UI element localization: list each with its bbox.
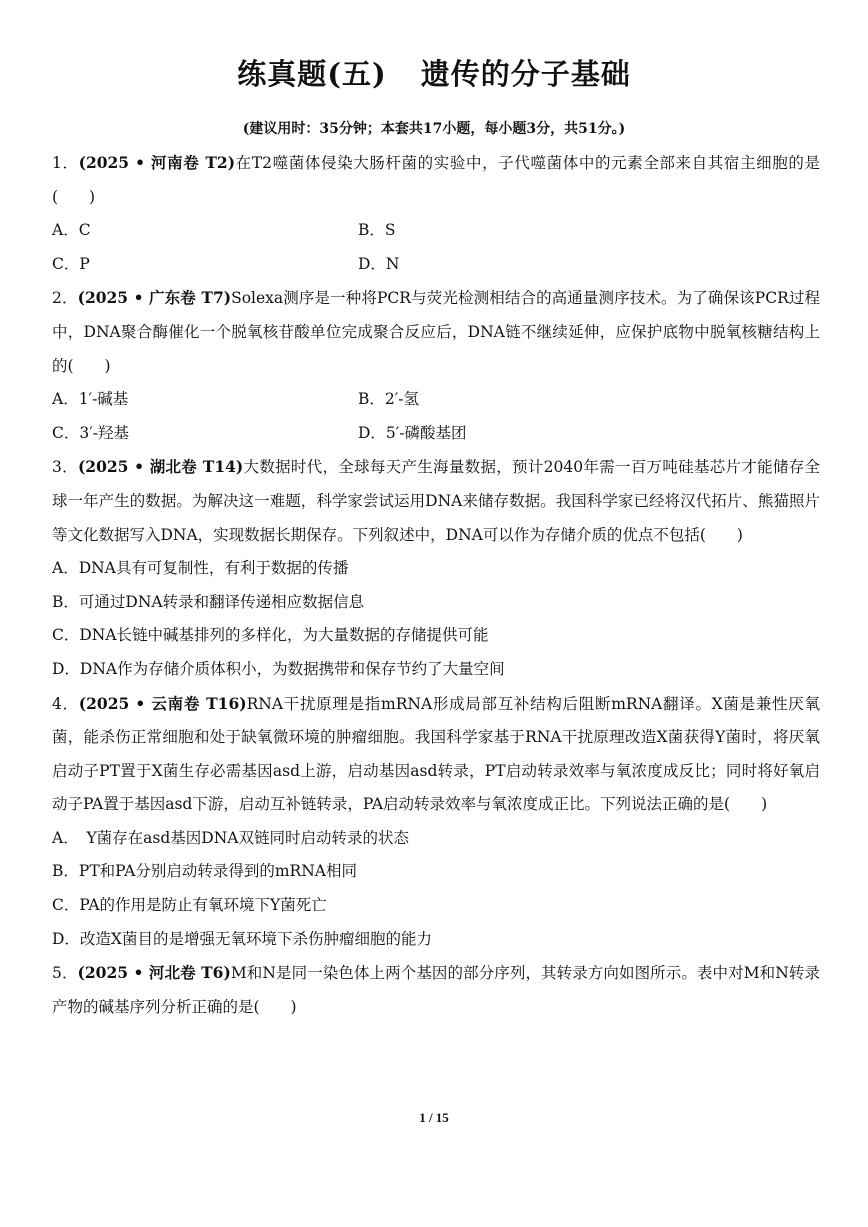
option-d: D．N — [358, 254, 400, 273]
question-2 — [52, 281, 820, 383]
option-a: A．1′-碱基 — [52, 390, 129, 409]
option-a: A．DNA具有可复制性，有利于数据的传播 — [52, 559, 349, 578]
question-stem: Solexa测序是一种将PCR与荧光检测相结合的高通量测序技术。为了确保该PCR过程中，DNA聚合酶催化一个脱氧核苷酸单位完成聚合反应后，DNA链不继续延伸，应保护底物中脱氧核糖结构上的( ) — [52, 289, 820, 375]
option-d: D．5′-磷酸基团 — [358, 423, 467, 442]
option-d: D．改造X菌目的是增强无氧环境下杀伤肿瘤细胞的能力 — [52, 929, 432, 948]
options-row — [52, 214, 820, 248]
question-number: 2． — [52, 289, 78, 308]
options-row — [52, 248, 820, 282]
options-row — [52, 417, 820, 451]
question-list — [52, 146, 820, 1024]
option-c: C．3′-羟基 — [52, 423, 129, 442]
question-stem: 大数据时代，全球每天产生海量数据，预计2040年需一百万吨硅基芯片才能储存全球一年产生的数据。为解决这一难题，科学家尝试运用DNA来储存数据。我国科学家已经将汉代拓片、熊猫照片等文化数据写入DNA，实现数据长期保存。下列叙述中，DNA可以作为存储介质的优点不包括( ) — [52, 458, 820, 544]
option-b: B．PT和PA分别启动转录得到的mRNA相同 — [52, 862, 357, 881]
option-c: C．P — [52, 254, 90, 273]
option-b: B．可通过DNA转录和翻译传递相应数据信息 — [52, 592, 365, 611]
question-stem: RNA干扰原理是指mRNA形成局部互补结构后阻断mRNA翻译。X菌是兼性厌氧菌，能杀伤正常细胞和处于缺氧微环境的肿瘤细胞。我国科学家基于RNA干扰原理改造X菌获得Y菌时，将厌氧启动子PT置于X菌生存必需基因asd上游，启动基因asd转录，PT启动转录效率与氧浓度成反比；同时将好氧启动子PA置于基因asd下游，启动互补链转录，PA启动转录效率与氧浓度成正比。下列说法正确的是( ) — [52, 694, 820, 814]
option-c: C．PA的作用是防止有氧环境下Y菌死亡 — [52, 896, 327, 915]
question-source: (2025 • 河北卷 T6) — [77, 963, 231, 983]
time-note: (建议用时：35分钟；本套共17小题，每小题3分，共51分。) — [242, 121, 626, 137]
question-1 — [52, 146, 820, 214]
question-number: 3． — [52, 458, 78, 477]
page-number: 1 / 15 — [419, 1110, 449, 1125]
question-source: (2025 • 云南卷 T16) — [78, 693, 247, 713]
question-4 — [52, 687, 820, 822]
title-sub: 遗传的分子基础 — [420, 57, 631, 91]
question-number: 5． — [52, 964, 78, 983]
question-3 — [52, 450, 820, 552]
question-stem: M和N是同一染色体上两个基因的部分序列，其转录方向如图所示。表中对M和N转录产物的碱基序列分析正确的是( ) — [52, 964, 820, 1016]
option-a: A．C — [52, 221, 91, 240]
question-source: (2025 • 广东卷 T7) — [77, 288, 232, 308]
question-stem: 在T2噬菌体侵染大肠杆菌的实验中，子代噬菌体中的元素全部来自其宿主细胞的是( ) — [52, 154, 820, 206]
question-source: (2025 • 河南卷 T2) — [78, 153, 236, 172]
question-source: (2025 • 湖北卷 T14) — [77, 457, 244, 477]
option-d: D．DNA作为存储介质体积小，为数据携带和保存节约了大量空间 — [52, 659, 505, 678]
question-number: 1． — [52, 154, 79, 172]
option-b: B．S — [358, 221, 396, 240]
title-main: 练真题(五) — [237, 57, 387, 91]
question-5 — [52, 956, 820, 1024]
option-a: A． Y菌存在asd基因DNA双链同时启动转录的状态 — [52, 828, 409, 847]
option-b: B．2′-氢 — [358, 390, 420, 409]
question-number: 4． — [52, 694, 79, 713]
option-c: C．DNA长链中碱基排列的多样化，为大量数据的存储提供可能 — [52, 626, 489, 645]
options-row — [52, 383, 820, 417]
page-title — [0, 52, 868, 93]
